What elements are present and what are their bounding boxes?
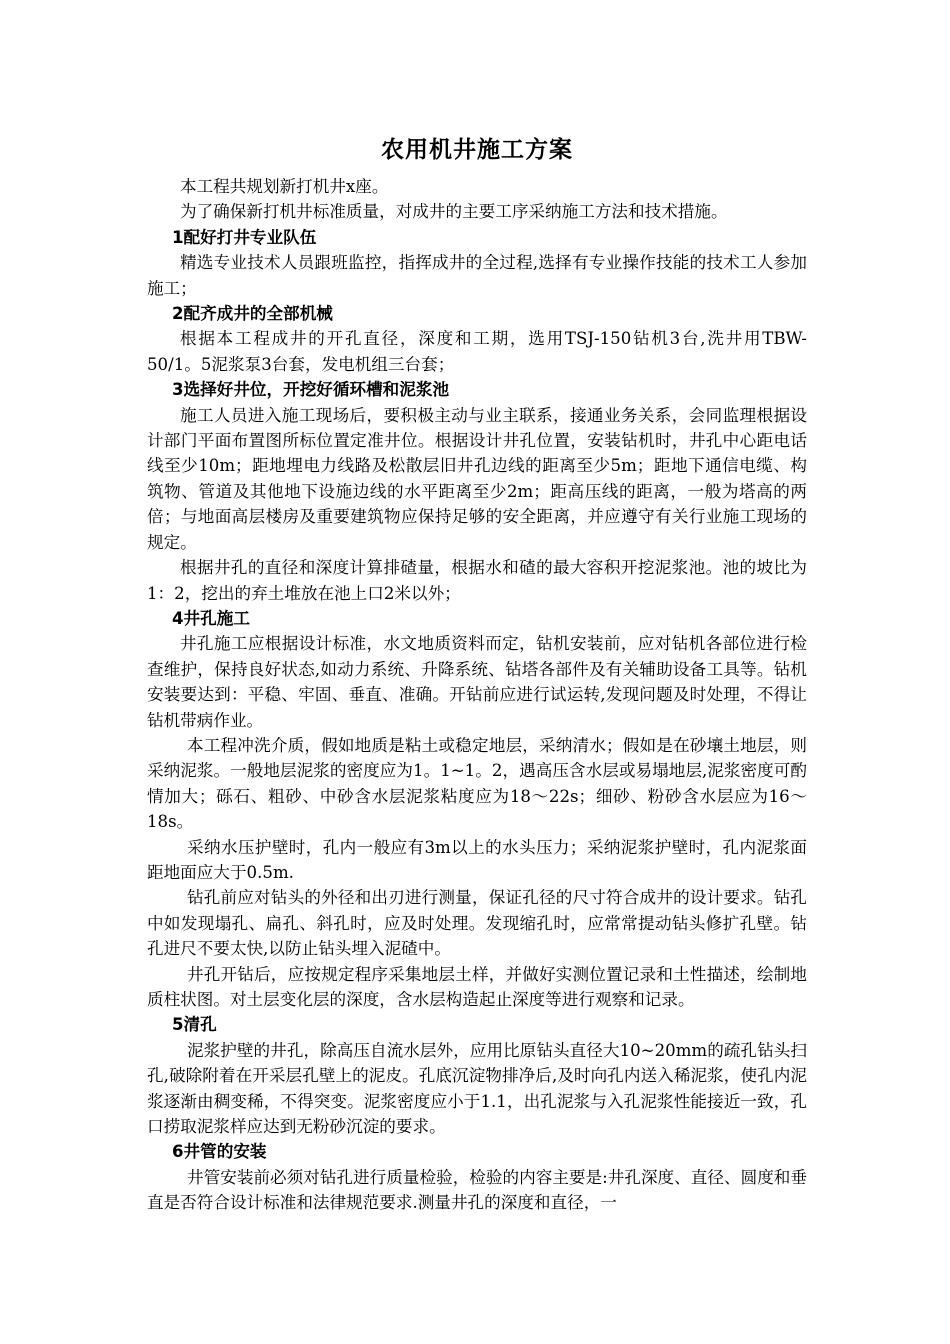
section-paragraph: 采纳水压护壁时，孔内一般应有3m以上的水头压力；采纳泥浆护壁时，孔内泥浆面距地面应大于0.5m.	[147, 837, 807, 882]
section-3	[147, 377, 807, 606]
document-title: 农用机井施工方案	[381, 137, 573, 163]
section-paragraph: 泥浆护壁的井孔，除高压自流水层外，应用比原钻头直径大10~20mm的疏孔钻头扫孔,破除附着在开采层孔壁上的泥皮。孔底沉淀物排净后,及时向孔内送入稀泥浆，使孔内泥浆逐渐由稠变稀，不得突变。泥浆密度应小于1.1，出孔泥浆与入孔泥浆性能接近一致，孔口捞取泥浆样应达到无粉砂沉淀的要求。	[147, 1040, 807, 1137]
section-heading: 4井孔施工	[172, 608, 250, 628]
section-heading: 5清孔	[172, 1015, 217, 1035]
intro-paragraph: 为了确保新打机井标准质量，对成井的主要工序采纳施工方法和技术措施。	[180, 202, 728, 222]
section-heading: 3选择好井位，开挖好循环槽和泥浆池	[172, 380, 450, 400]
section-4	[147, 606, 807, 1013]
section-heading: 1配好打井专业队伍	[172, 227, 317, 247]
section-paragraph: 本工程冲洗介质，假如地质是粘土或稳定地层，采纳清水；假如是在砂壤土地层，则采纳泥浆。一般地层泥浆的密度应为1。1~1。2，遇高压含水层或易塌地层,泥浆密度可酌情加大；砾石、粗砂、中砂含水层泥浆粘度应为18～22s；细砂、粉砂含水层应为16～18s。	[147, 735, 807, 832]
section-paragraph: 根据本工程成井的开孔直径，深度和工期，选用TSJ-150钻机3台,洗井用TBW-50/1。5泥浆泵3台套，发电机组三台套；	[147, 329, 807, 374]
section-paragraph: 井管安装前必须对钻孔进行质量检验，检验的内容主要是:井孔深度、直径、圆度和垂直是否符合设计标准和法律规范要求.测量井孔的深度和直径，一	[147, 1167, 807, 1213]
section-paragraph: 施工人员进入施工现场后，要积极主动与业主联系，接通业务关系，会同监理根据设计部门平面布置图所标位置定准井位。根据设计井孔位置，安装钻机时，井孔中心距电话线至少10m；距地埋电力线路及松散层旧井孔边线的距离至少5m；距地下通信电缆、构筑物、管道及其他地下设施边线的水平距离至少2m；距高压线的距离，一般为塔高的两倍；与地面高层楼房及重要建筑物应保持足够的安全距离，并应遵守有关行业施工现场的规定。	[147, 405, 807, 552]
section-1	[147, 225, 807, 301]
section-2	[147, 301, 807, 377]
section-paragraph: 井孔开钻后，应按规定程序采集地层土样，并做好实测位置记录和土性描述，绘制地质柱状图。对土层变化层的深度，含水层构造起止深度等进行观察和记录。	[147, 964, 807, 1009]
intro-paragraph: 本工程共规划新打机井x座。	[180, 177, 389, 196]
section-paragraph: 精选专业技术人员跟班监控，指挥成井的全过程,选择有专业操作技能的技术工人参加施工；	[147, 253, 807, 298]
section-5	[147, 1012, 807, 1139]
section-paragraph: 根据井孔的直径和深度计算排碴量，根据水和碴的最大容积开挖泥浆池。池的坡比为1：2，挖出的弃土堆放在池上口2米以外；	[147, 558, 807, 603]
section-6	[147, 1139, 807, 1215]
section-heading: 6井管的安装	[172, 1142, 267, 1162]
section-paragraph: 钻孔前应对钻头的外径和出刃进行测量，保证孔径的尺寸符合成井的设计要求。钻孔中如发现塌孔、扁孔、斜孔时，应及时处理。发现缩孔时，应常常提动钻头修扩孔壁。钻孔进尺不要太快,以防止钻头埋入泥碴中。	[147, 888, 807, 959]
document-page	[147, 130, 807, 1216]
section-paragraph: 井孔施工应根据设计标准，水文地质资料而定，钻机安装前，应对钻机各部位进行检查维护，保持良好状态,如动力系统、升降系统、钻塔各部件及有关辅助设备工具等。钻机安装要达到：平稳、牢固、垂直、准确。开钻前应进行试运转,发现问题及时处理，不得让钻机带病作业。	[147, 634, 807, 730]
section-heading: 2配齐成井的全部机械	[172, 304, 333, 324]
